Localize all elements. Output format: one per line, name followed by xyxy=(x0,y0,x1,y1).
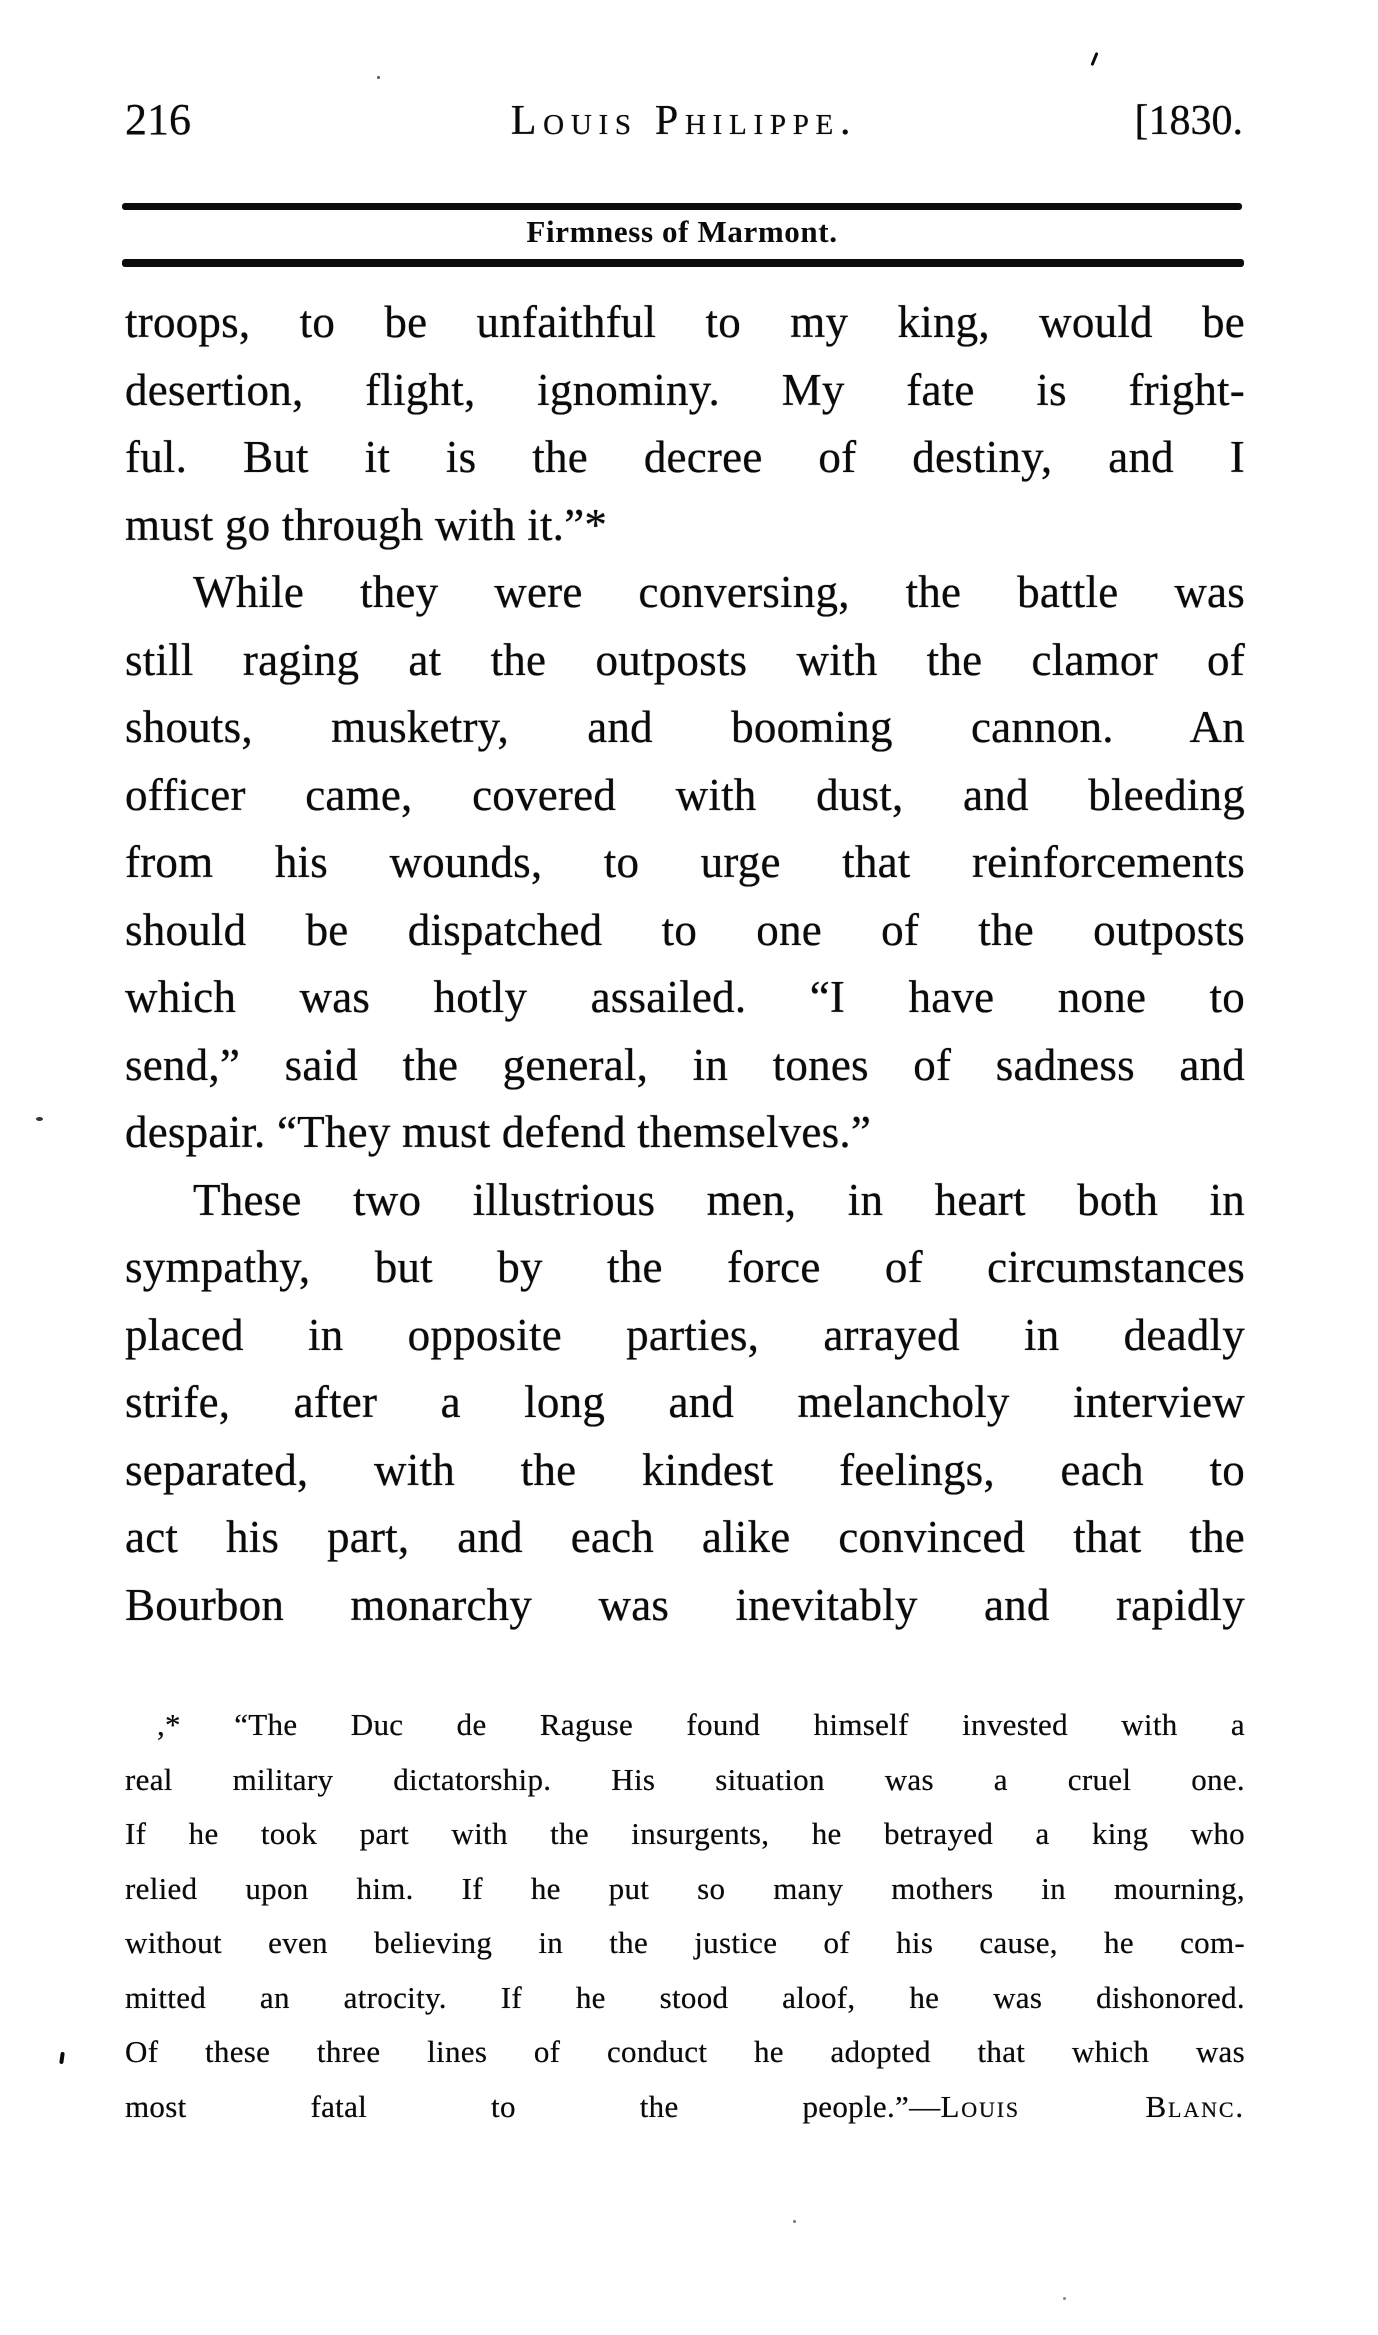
year-marker: [1830. xyxy=(1134,98,1243,144)
horizontal-rule-top xyxy=(122,203,1242,210)
page-header xyxy=(125,95,1243,144)
footnote-line: ,* “The Duc de Raguse found himself invested with a xyxy=(157,1707,1245,1742)
page-number: 216 xyxy=(125,95,191,144)
body-line: desertion, flight, ignominy. My fate is fright- xyxy=(125,364,1245,415)
body-line: Bourbon monarchy was inevitably and rapidly xyxy=(125,1579,1245,1630)
body-line: which was hotly assailed. “I have none to xyxy=(125,972,1245,1022)
section-heading: Firmness of Marmont. xyxy=(526,214,838,249)
body-line: send,” said the general, in tones of sadness and xyxy=(125,1039,1245,1090)
footnote-line: Of these three lines of conduct he adopted that which was xyxy=(125,2034,1245,2069)
body-line: ful. But it is the decree of destiny, and I xyxy=(125,432,1245,482)
footnote-line: without even believing in the justice of his cause, he com- xyxy=(125,1925,1245,1960)
body-line: These two illustrious men, in heart both in xyxy=(193,1174,1245,1225)
body-line: from his wounds, to urge that reinforcements xyxy=(125,837,1245,887)
scan-speck xyxy=(1090,52,1098,66)
body-line: act his part, and each alike convinced that the xyxy=(125,1512,1245,1562)
footnote-line: real military dictatorship. His situation was a cruel one. xyxy=(125,1761,1245,1797)
scan-speck xyxy=(793,2220,796,2223)
running-title: Louis Philippe. xyxy=(510,98,858,144)
body-line: should be dispatched to one of the outposts xyxy=(125,904,1245,955)
body-line: despair. “They must defend themselves.” xyxy=(125,1107,872,1157)
footnote-line: relied upon him. If he put so many mothers in mourning, xyxy=(125,1870,1245,1906)
body-line: placed in opposite parties, arrayed in deadly xyxy=(125,1309,1245,1360)
body-line: separated, with the kindest feelings, each to xyxy=(125,1444,1245,1495)
body-line: shouts, musketry, and booming cannon. An xyxy=(125,702,1245,752)
scan-speck xyxy=(377,76,380,79)
body-text xyxy=(125,289,1245,1639)
body-line: sympathy, but by the force of circumstances xyxy=(125,1242,1245,1292)
scan-speck xyxy=(1063,2297,1066,2300)
body-line: troops, to be unfaithful to my king, would be xyxy=(125,297,1245,347)
footnote-line: mitted an atrocity. If he stood aloof, he was dishonored. xyxy=(125,1979,1245,2015)
body-line: officer came, covered with dust, and bleeding xyxy=(125,769,1245,820)
footnote-author: Louis Blanc. xyxy=(940,2088,1245,2124)
footnote-line xyxy=(125,2080,1245,2135)
footnote xyxy=(125,1698,1245,2134)
horizontal-rule-bottom xyxy=(122,259,1244,267)
body-line: must go through with it.”* xyxy=(125,499,608,550)
body-line: strife, after a long and melancholy interview xyxy=(125,1377,1245,1427)
body-line: While they were conversing, the battle was xyxy=(193,567,1245,617)
body-line: still raging at the outposts with the clamor of xyxy=(125,634,1245,685)
scan-speck xyxy=(36,1117,43,1121)
scan-speck xyxy=(59,2052,65,2064)
footnote-last-text: most fatal to the people.”— xyxy=(125,2088,941,2124)
footnote-line: If he took part with the insurgents, he betrayed a king who xyxy=(125,1816,1245,1851)
